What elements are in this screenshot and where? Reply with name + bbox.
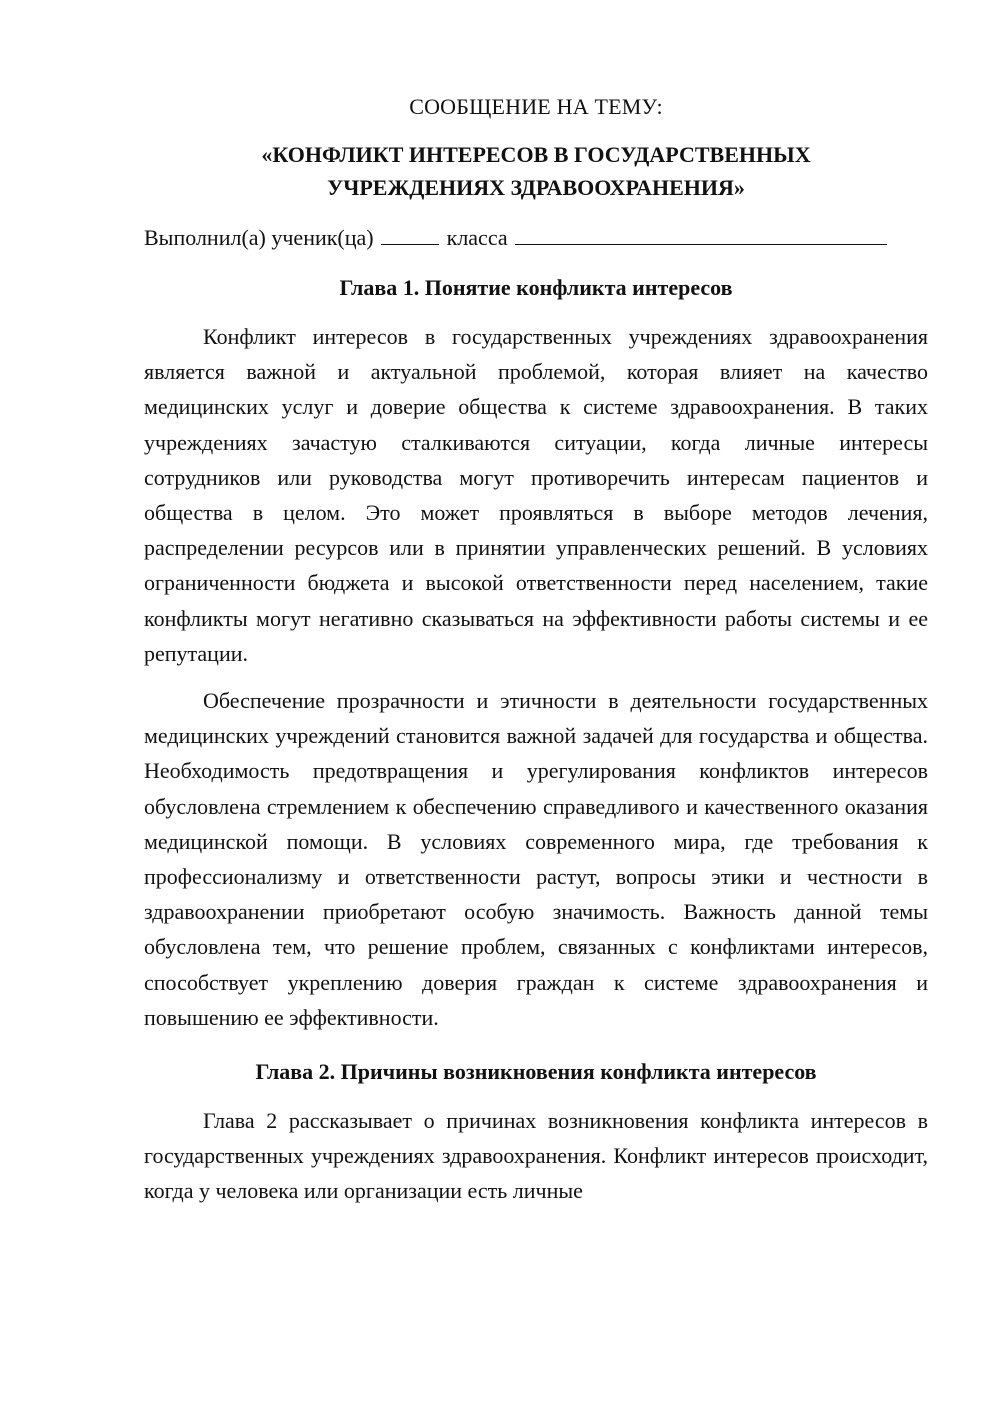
chapter-1-paragraph-2: Обеспечение прозрачности и этичности в деятельности государственных медицинских учреждений становится важной задачей для государства и общества. Необходимость предотвращения и урегулирования конфликтов интересов обусловлена стремлением к обеспечению справедливого и качественного оказания медицинской помощи. В условиях современного мира, где требования к профессионализму и ответственности растут, вопросы этики и честности в здравоохранении приобретают особую значимость. Важность данной темы обусловлена тем, что решение проблем, связанных с конфликтами интересов, способствует укреплению доверия граждан к системе здравоохранения и повышению ее эффективности. xyxy=(144,688,928,1030)
chapter-2-heading: Глава 2. Причины возникновения конфликта интересов xyxy=(255,1059,817,1085)
document-title-line-2: УЧРЕЖДЕНИЯХ ЗДРАВООХРАНЕНИЯ» xyxy=(327,175,745,200)
document-title xyxy=(144,138,928,204)
author-prefix: Выполнил(а) ученик(ца) xyxy=(144,225,374,250)
chapter-1-paragraph-1: Конфликт интересов в государственных учреждениях здравоохранения является важной и актуальной проблемой, которая влияет на качество медицинских услуг и доверие общества к системе здравоохранения. В таких учреждениях зачастую сталкиваются ситуации, когда личные интересы сотрудников или руководства могут противоречить интересам пациентов и общества в целом. Это может проявляться в выборе методов лечения, распределении ресурсов или в принятии управленческих решений. В условиях ограниченности бюджета и высокой ответственности перед населением, такие конфликты могут негативно сказываться на эффективности работы системы и ее репутации. xyxy=(144,324,928,666)
class-label: класса xyxy=(446,225,508,250)
document-page xyxy=(144,92,928,1209)
document-title-line-1: «КОНФЛИКТ ИНТЕРЕСОВ В ГОСУДАРСТВЕННЫХ xyxy=(261,142,811,167)
chapter-1-heading: Глава 1. Понятие конфликта интересов xyxy=(339,275,733,300)
author-line xyxy=(144,222,928,253)
document-type-label: СООБЩЕНИЕ НА ТЕМУ: xyxy=(409,94,663,119)
chapter-2-paragraph-1: Глава 2 рассказывает о причинах возникновения конфликта интересов в государственных учреждениях здравоохранения. Конфликт интересов происходит, когда у человека или организации есть личные xyxy=(144,1108,928,1204)
grade-blank xyxy=(381,222,439,245)
name-blank xyxy=(515,222,887,245)
